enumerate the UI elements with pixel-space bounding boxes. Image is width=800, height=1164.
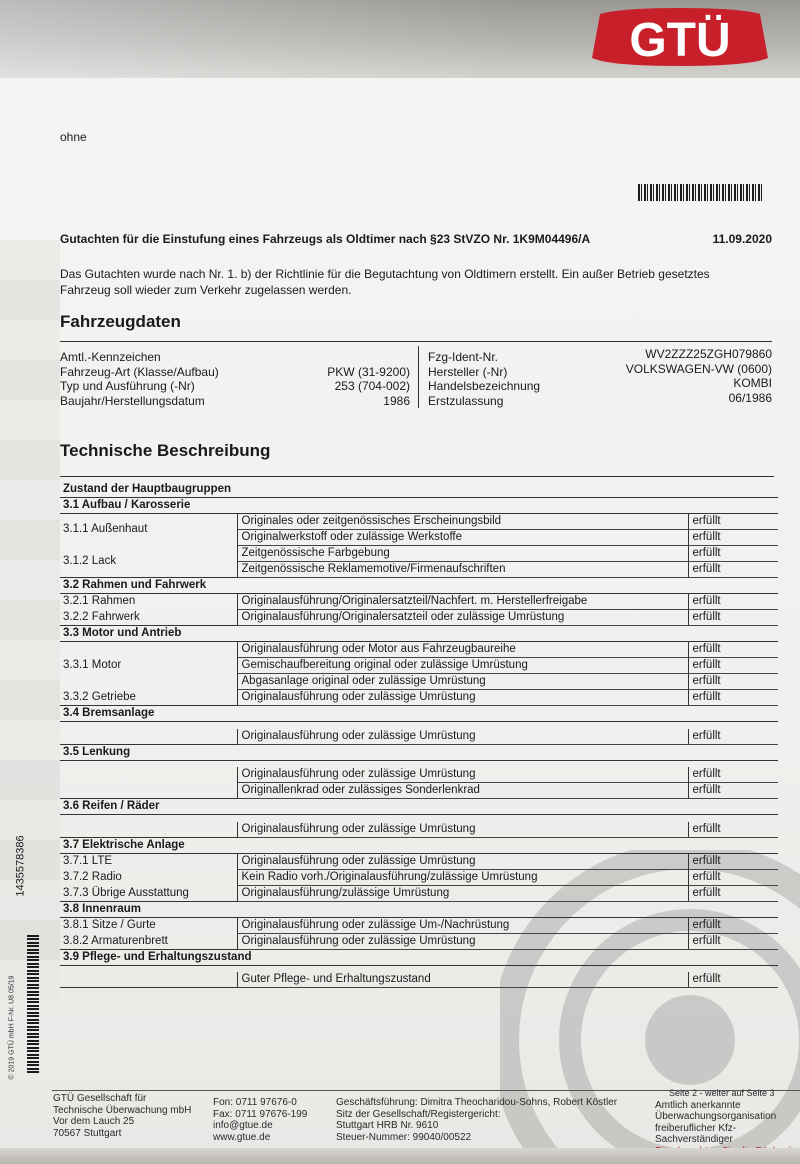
field-value: WV2ZZZ25ZGH079860: [645, 347, 772, 361]
section-heading: 3.2 Rahmen und Fahrwerk: [60, 578, 778, 594]
document-title: [60, 232, 772, 246]
table-row: [60, 482, 778, 498]
intro-line: Fahrzeug soll wieder zum Verkehr zugelassen werden.: [60, 283, 352, 297]
title-text: Gutachten für die Einstufung eines Fahrzeugs als Oldtimer nach §23 StVZO Nr. 1K9M04496/A: [60, 232, 591, 246]
tech-table: [60, 482, 778, 988]
footer-line: Fax: 0711 97676-199: [213, 1108, 308, 1120]
section-heading: 3.8 Innenraum: [60, 901, 778, 917]
result-cell: erfüllt: [688, 610, 778, 626]
criterion-cell: Zeitgenössische Farbgebung: [237, 546, 688, 562]
footer-right: [655, 1088, 800, 1157]
side-document-number: [14, 830, 34, 910]
footer-line: Überwachungsorganisation: [655, 1111, 777, 1122]
result-cell: erfüllt: [688, 972, 778, 988]
footer-line: Steuer-Nummer: 99040/00522: [336, 1131, 472, 1143]
table-row: [60, 869, 778, 885]
group-heading: Zustand der Hauptbaugruppen: [60, 482, 778, 498]
footer-line: Vor dem Lauch 25: [53, 1116, 135, 1127]
criterion-cell: Originales oder zeitgenössisches Erscheinungsbild: [237, 514, 688, 530]
subgroup-name: 3.7.3 Übrige Ausstattung: [60, 885, 237, 901]
table-row: [60, 610, 778, 626]
gtue-logo: [580, 6, 778, 78]
footer-line: www.gtue.de: [213, 1131, 271, 1143]
result-cell: erfüllt: [688, 530, 778, 546]
table-row: [60, 744, 778, 760]
criterion-cell: Abgasanlage original oder zulässige Umrüstung: [237, 674, 688, 690]
result-cell: erfüllt: [688, 822, 778, 838]
field-label: Baujahr/Herstellungsdatum: [60, 393, 205, 408]
table-row: [60, 933, 778, 949]
criterion-cell: Originalausführung oder zulässige Umrüstung: [237, 690, 688, 706]
subgroup-name: 3.3.2 Getriebe: [60, 690, 237, 706]
criterion-cell: Zeitgenössische Reklamemotive/Firmenaufschriften: [237, 562, 688, 578]
subgroup-name: 3.2.2 Fahrwerk: [60, 610, 237, 626]
field-label: Fahrzeug-Art (Klasse/Aufbau): [60, 364, 219, 379]
result-cell: erfüllt: [688, 594, 778, 610]
criterion-cell: Originalausführung/Originalersatzteil oder zulässige Umrüstung: [237, 610, 688, 626]
subgroup-name: 3.3.1 Motor: [60, 642, 237, 690]
field-value: 1986: [383, 393, 410, 408]
intro-line: Das Gutachten wurde nach Nr. 1. b) der Richtlinie für die Begutachtung von Oldtimern erstellt. Ein außer Betrieb gesetztes: [60, 267, 710, 281]
vehicle-left-column: [60, 350, 410, 408]
footer-line: freiberuflicher Kfz-Sachverständiger: [655, 1122, 737, 1145]
result-cell: erfüllt: [688, 674, 778, 690]
criterion-cell: Originalausführung oder Motor aus Fahrzeugbaureihe: [237, 642, 688, 658]
result-cell: erfüllt: [688, 562, 778, 578]
result-cell: erfüllt: [688, 658, 778, 674]
footer-line: Technische Überwachung mbH: [53, 1104, 192, 1116]
intro-paragraph: [60, 266, 775, 298]
result-cell: erfüllt: [688, 783, 778, 799]
result-cell: erfüllt: [688, 869, 778, 885]
result-cell: erfüllt: [688, 690, 778, 706]
field-value: KOMBI: [733, 376, 772, 390]
recipient: ohne: [60, 130, 87, 144]
criterion-cell: Kein Radio vorh./Originalausführung/zulässige Umrüstung: [237, 869, 688, 885]
spacer-row: [60, 815, 778, 822]
spacer-row: [60, 760, 778, 767]
field-label: Erstzulassung: [428, 393, 504, 408]
section-heading: 3.3 Motor und Antrieb: [60, 626, 778, 642]
document-date: 11.09.2020: [712, 232, 772, 246]
vehicle-heading: Fahrzeugdaten: [60, 312, 181, 331]
section-heading: 3.7 Elektrische Anlage: [60, 837, 778, 853]
table-row: [60, 594, 778, 610]
criterion-cell: Originalausführung oder zulässige Umrüstung: [237, 822, 688, 838]
page-number: Seite 2 - weiter auf Seite 3: [669, 1088, 775, 1098]
section-heading: 3.6 Reifen / Räder: [60, 799, 778, 815]
result-cell: erfüllt: [688, 885, 778, 901]
table-row: [60, 949, 778, 965]
table-row: [60, 917, 778, 933]
table-row: [60, 578, 778, 594]
criterion-cell: Originalausführung oder zulässige Umrüstung: [237, 767, 688, 783]
result-cell: erfüllt: [688, 933, 778, 949]
criterion-cell: Originallenkrad oder zulässiges Sonderlenkrad: [237, 783, 688, 799]
table-row: [60, 626, 778, 642]
table-row: [60, 514, 778, 530]
criterion-cell: Guter Pflege- und Erhaltungszustand: [237, 972, 688, 988]
footer-line: Fon: 0711 97676-0: [213, 1097, 297, 1108]
result-cell: erfüllt: [688, 514, 778, 530]
page-edge: [0, 1148, 800, 1164]
table-row: [60, 901, 778, 917]
table-row: [60, 642, 778, 658]
subgroup-name: 3.7.2 Radio: [60, 869, 237, 885]
footer-company: [53, 1093, 191, 1139]
subgroup-name: [60, 972, 237, 988]
table-row: [60, 822, 778, 838]
table-row: [60, 837, 778, 853]
subgroup-name: [60, 822, 237, 838]
result-cell: erfüllt: [688, 917, 778, 933]
divider: [60, 476, 774, 477]
side-barcode-icon: [27, 935, 39, 1075]
table-row: [60, 729, 778, 745]
table-row: [60, 498, 778, 514]
field-label: Fzg-Ident-Nr.: [428, 350, 499, 364]
footer-line: Amtlich anerkannte: [655, 1099, 741, 1111]
result-cell: erfüllt: [688, 853, 778, 869]
field-label: Typ und Ausführung (-Nr): [60, 379, 195, 393]
criterion-cell: Originalausführung oder zulässige Umrüstung: [237, 933, 688, 949]
barcode-icon: [638, 184, 763, 201]
table-row: [60, 706, 778, 722]
table-row: [60, 767, 778, 783]
footer-line: info@gtue.de: [213, 1120, 273, 1131]
divider: [60, 341, 772, 342]
spacer-row: [60, 965, 778, 972]
field-label: Handelsbezeichnung: [428, 379, 541, 393]
result-cell: erfüllt: [688, 729, 778, 745]
result-cell: erfüllt: [688, 767, 778, 783]
subgroup-name: [60, 767, 237, 799]
spacer-row: [60, 722, 778, 729]
result-cell: erfüllt: [688, 642, 778, 658]
subgroup-name: 3.8.2 Armaturenbrett: [60, 933, 237, 949]
table-row: [60, 972, 778, 988]
footer-contact: [213, 1097, 307, 1143]
subgroup-name: 3.1.1 Außenhaut: [60, 514, 237, 546]
section-heading: 3.9 Pflege- und Erhaltungszustand: [60, 949, 778, 965]
footer-line: GTÜ Gesellschaft für: [53, 1093, 147, 1104]
criterion-cell: Originalwerkstoff oder zulässige Werkstoffe: [237, 530, 688, 546]
criterion-cell: Originalausführung oder zulässige Umrüstung: [237, 729, 688, 745]
table-row: [60, 853, 778, 869]
footer-management: [336, 1097, 617, 1143]
field-value: 06/1986: [728, 390, 772, 405]
subgroup-name: [60, 729, 237, 745]
column-divider: [418, 346, 419, 408]
table-row: [60, 799, 778, 815]
field-label: Hersteller (-Nr): [428, 364, 508, 379]
field-value: VOLKSWAGEN-VW (0600): [625, 361, 772, 376]
field-label: Amtl.-Kennzeichen: [60, 350, 161, 364]
table-row: [60, 546, 778, 562]
side-code-text: 1435578386: [14, 835, 27, 897]
criterion-cell: Gemischaufbereitung original oder zulässige Umrüstung: [237, 658, 688, 674]
section-heading: 3.4 Bremsanlage: [60, 706, 778, 722]
field-value: 253 (704-002): [334, 379, 410, 393]
criterion-cell: Originalausführung oder zulässige Umrüstung: [237, 853, 688, 869]
footer-line: Sitz der Gesellschaft/Registergericht:: [336, 1108, 501, 1120]
footer-line: Stuttgart HRB Nr. 9610: [336, 1120, 439, 1131]
side-form-number: [4, 975, 16, 1080]
section-heading: 3.5 Lenkung: [60, 744, 778, 760]
criterion-cell: Originalausführung oder zulässige Um-/Nachrüstung: [237, 917, 688, 933]
subgroup-name: 3.8.1 Sitze / Gurte: [60, 917, 237, 933]
table-row: [60, 690, 778, 706]
table-row: [60, 885, 778, 901]
field-value: PKW (31-9200): [327, 364, 410, 379]
subgroup-name: 3.1.2 Lack: [60, 546, 237, 578]
side-form-text: © 2019 GTÜ mbH F-Nr. U8 05/19: [8, 975, 16, 1080]
criterion-cell: Originalausführung/zulässige Umrüstung: [237, 885, 688, 901]
vehicle-right-column: [428, 347, 772, 408]
subgroup-name: 3.7.1 LTE: [60, 853, 237, 869]
footer-line: Geschäftsführung: Dimitra Theocharidou-Sohns, Robert Köstler: [336, 1097, 618, 1108]
tech-heading: Technische Beschreibung: [60, 441, 271, 460]
result-cell: erfüllt: [688, 546, 778, 562]
subgroup-name: 3.2.1 Rahmen: [60, 594, 237, 610]
criterion-cell: Originalausführung/Originalersatzteil/Nachfert. m. Herstellerfreigabe: [237, 594, 688, 610]
footer-line: 70567 Stuttgart: [53, 1127, 122, 1139]
logo-text: GTÜ: [629, 14, 731, 67]
section-heading: 3.1 Aufbau / Karosserie: [60, 498, 778, 514]
